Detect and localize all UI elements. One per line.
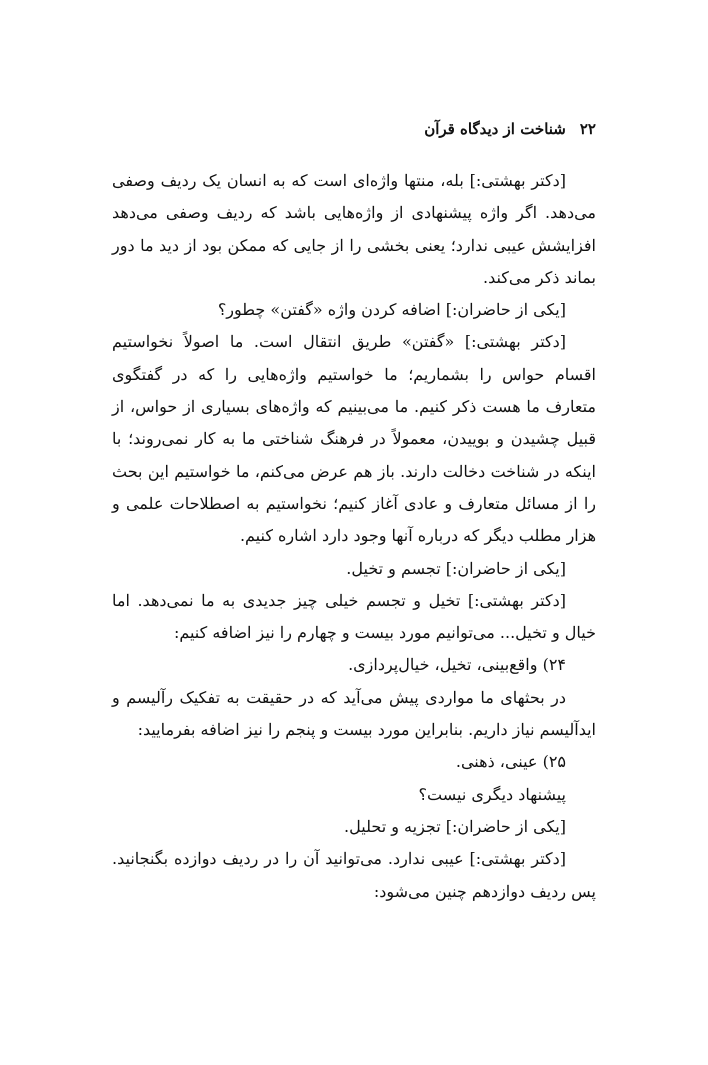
- paragraph: ۲۵) عینی، ذهنی.: [455, 752, 566, 772]
- paragraph: [دکتر بهشتی:] «گفتن» طریق انتقال است. ما اصولاً نخواستیم اقسام حواس را بشماریم؛ ما خواستیم واژه‌هایی را که در گفتگوی متعارف ما هست ذکر کنیم. ما می‌بینیم که واژه‌های بسیاری از حواس، از قبیل چشیدن و بوییدن، معمولاً در فرهنگ شناختی ما به کار نمی‌روند؛ با اینکه در شناخت دخالت دارند. باز هم عرض می‌کنم، ما خواستیم این بحث را از مسائل متعارف و عادی آغاز کنیم؛ نخواستیم به اصطلاحات علمی و هزار مطلب دیگر که درباره آنها وجود دارد اشاره کنیم.: [112, 332, 596, 546]
- paragraph: ۲۴) واقع‌بینی، تخیل، خیال‌پردازی.: [348, 655, 566, 675]
- page-number: ۲۲: [579, 120, 596, 138]
- paragraph: [دکتر بهشتی:] تخیل و تجسم خیلی چیز جدیدی به ما نمی‌دهد. اما خیال و تخیل... می‌توانیم مورد بیست و چهارم را نیز اضافه کنیم:: [112, 590, 596, 643]
- paragraph: [دکتر بهشتی:] عیبی ندارد. می‌توانید آن را در ردیف دوازده بگنجانید. پس ردیف دوازدهم چنین می‌شود:: [112, 849, 596, 901]
- paragraph: [دکتر بهشتی:] بله، منتها واژه‌ای است که به انسان یک ردیف وصفی می‌دهد. اگر واژه پیشنهادی از واژه‌هایی باشد که ردیف وصفی می‌دهد افزایشش عیبی ندارد؛ یعنی بخشی را از جایی که ممکن بود از دید ما دور بماند ذکر می‌کند.: [112, 171, 596, 287]
- body-text: [112, 165, 596, 908]
- paragraph: پیشنهاد دیگری نیست؟: [418, 784, 566, 804]
- running-header: [112, 120, 596, 138]
- paragraph: [یکی از حاضران:] تجسم و تخیل.: [346, 558, 566, 578]
- running-title: شناخت از دیدگاه قرآن: [424, 120, 566, 138]
- paragraph: [یکی از حاضران:] تجزیه و تحلیل.: [344, 816, 566, 836]
- paragraph: [یکی از حاضران:] اضافه کردن واژه «گفتن» چطور؟: [217, 300, 566, 320]
- paragraph: در بحثهای ما مواردی پیش می‌آید که در حقیقت به تفکیک رآلیسم و ایدآلیسم نیاز داریم. بنابراین مورد بیست و پنجم را نیز اضافه بفرمایید:: [112, 687, 596, 740]
